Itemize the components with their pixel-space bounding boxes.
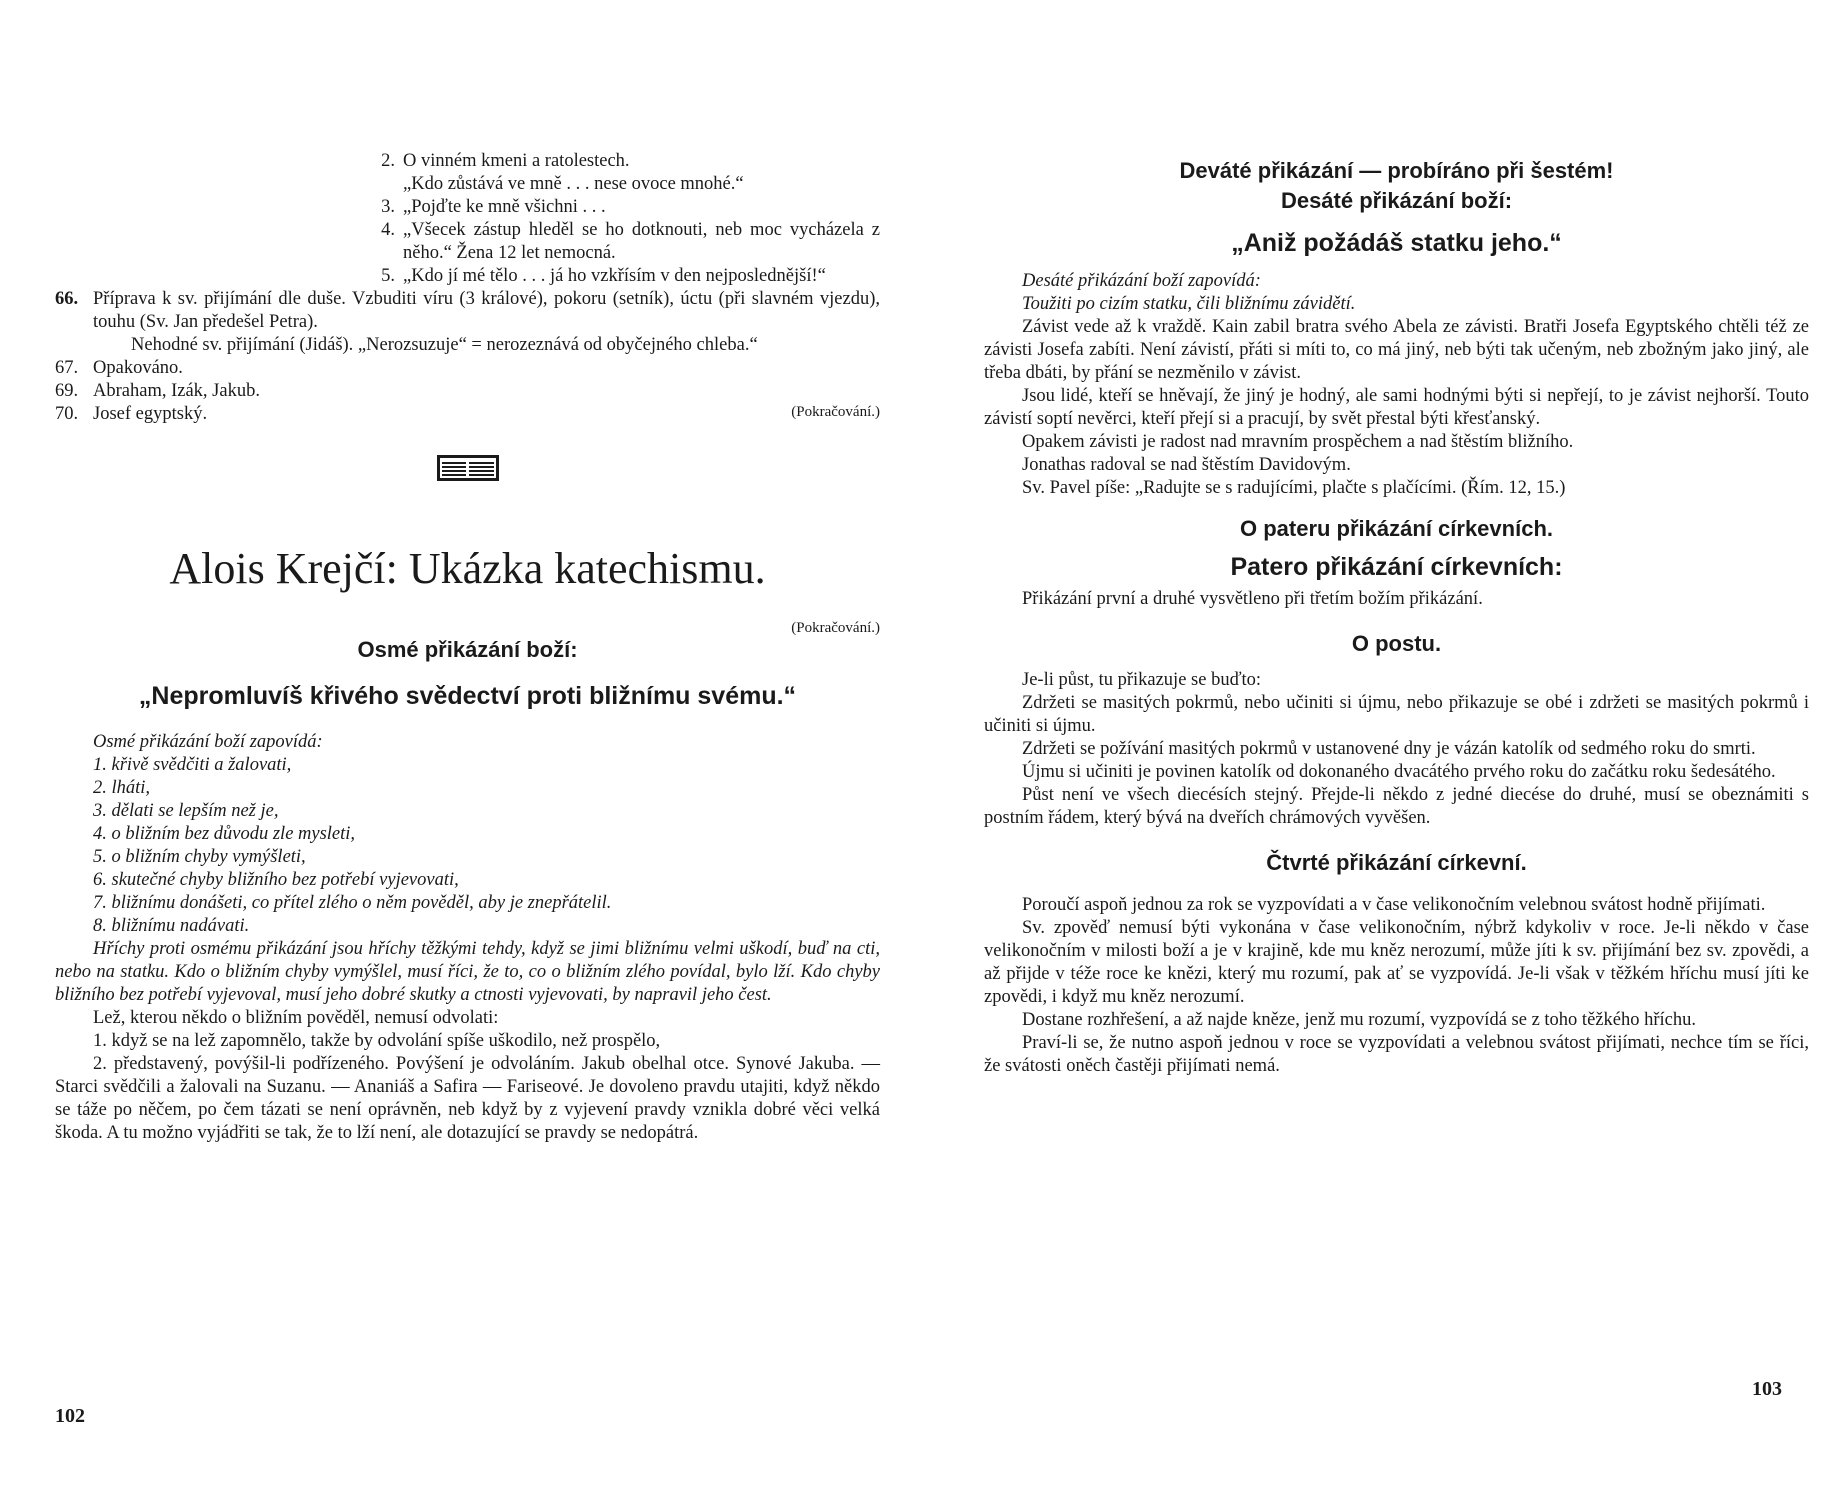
section-quote: „Nepromluvíš křivého svědectví proti bližnímu svému.“ [138,682,797,711]
paragraph: Sv. Pavel píše: „Radujte se s radujícími, plačte s plačícími. (Řím. 12, 15.) [1022,478,1566,498]
paragraph: Zdržeti se masitých pokrmů, nebo učiniti si újmu, nebo přikazuje se obé i zdržeti se masitých pokrmů i učiniti si újmu. [984,693,1809,736]
paragraph: Poroučí aspoň jednou za rok se vyzpovídati a v čase velikonočním velebnou svátost hodně přijímati. [1022,895,1766,915]
list-main [55,288,880,426]
paragraph: Jonathas radoval se nad štěstím Davidovým. [1022,455,1351,475]
paragraph: Je-li půst, tu přikazuje se buďto: [1022,670,1262,690]
list-item: „Kdo zůstává ve mně . . . nese ovoce mnohé.“ [403,174,744,194]
section-heading: O postu. [1351,631,1442,656]
list-item: 5. o bližním chyby vymýšleti, [93,847,306,868]
continued-note: (Pokračování.) [791,620,880,637]
prohibition-list [55,754,880,938]
intro-line: Desáté přikázání boží zapovídá: [1022,271,1261,291]
list-item: 67. Opakováno. [55,358,183,378]
continued-note: (Pokračování.) [791,404,880,420]
paragraph: Lež, kterou někdo o bližním pověděl, nemusí odvolati: [93,1008,499,1029]
list-item: 3. „Pojďte ke mně všichni . . . [381,197,606,217]
list-item: 1. křivě svědčiti a žalovati, [93,755,292,776]
intro-line: Osmé přikázání boží zapovídá: [93,732,323,753]
list-item: 2. lháti, [93,778,151,799]
paragraph: Přikázání první a druhé vysvětleno při třetím božím přikázání. [1022,589,1483,609]
paragraph: Opakem závisti je radost nad mravním prospěchem a nad štěstím bližního. [1022,432,1574,452]
list-item: 4. „Všecek zástup hleděl se ho dotknouti, neb moc vycházela z něho.“ Žena 12 let nemocná. [381,220,880,263]
list-item: 3. dělati se lepším než je, [93,801,279,822]
ninth-commandment-heading: Deváté přikázání — probíráno při šestém! [1179,158,1614,183]
list-item: 69. Abraham, Izák, Jakub. [55,381,260,401]
list-item: 2. O vinném kmeni a ratolestech. [381,151,630,171]
tenth-commandment-heading: Desáté přikázání boží: [1280,188,1513,213]
ornament-divider [437,455,499,481]
list-item: 66. Příprava k sv. přijímání dle duše. Vzbuditi víru (3 králové), pokoru (setník), úctu (při slavném vjezdu), touhu (Sv. Jan předešel Petra). [55,289,880,332]
page-number: 103 [1752,1378,1782,1400]
page-number: 102 [55,1405,85,1427]
paragraph: Sv. zpověď nemusí býti vykonána v čase velikonočním, nýbrž kdykoliv v roce. Je-li někdo v čase velikonočním v milosti boží a je v krajině, kde mu kněz nerozumí, může jíti k sv. přijímání bez sv. zpovědi, a až přijde v téže roce ke knězi, který mu rozumí, pak ať se vyzpovídá. Je-li však v těžkém hříchu musí jíti ke zpovědi, i když mu kněz nerozumí. [984,918,1809,1007]
list-item: 4. o bližním bez důvodu zle mysleti, [93,824,356,845]
paragraph: Újmu si učiniti je povinen katolík od dokonaného dvacátého prvého roku do začátku roku šedesátého. [1022,762,1776,782]
paragraph: 1. když se na lež zapomnělo, takže by odvolání spíše uškodilo, než prospělo, [93,1031,661,1052]
list-item: 5. „Kdo jí mé tělo . . . já ho vzkřísím v den nejposlednější!“ [381,266,826,286]
list-item: 7. bližnímu donášeti, co přítel zlého o něm pověděl, aby je znepřátelil. [93,893,612,914]
paragraph: Půst není ve všech diecésích stejný. Přejde-li někdo z jedné diecése do druhé, musí se obeznámiti s postním řádem, který bývá na dveřích chrámových vyvěšen. [984,785,1809,828]
tenth-commandment-quote: „Aniž požádáš statku jeho.“ [1231,229,1562,257]
list-item: Nehodné sv. přijímání (Jidáš). „Nerozsuzuje“ = nerozeznává od obyčejného chleba.“ [131,335,758,355]
paragraph: Závist vede až k vraždě. Kain zabil bratra svého Abela ze závisti. Bratři Josefa Egyptského chtěli též ze závisti Josefa zabíti. Není závistí, přáti si míti to, co má jiný, neb býti tak učeným, neb zbožným jako jiný, ale třeba dbáti, by přání se nezměnilo v závist. [984,317,1809,383]
paragraph: Jsou lidé, kteří se hněvají, že jiný je hodný, ale sami hodnými býti si nepřejí, to je závist nejhorší. Touto závistí soptí nevěrci, kteří přejí si a pracují, by svět přestal býti křesťanský. [984,386,1809,429]
list-item: Toužiti po cizím statku, čili bližnímu závidětí. [1022,294,1356,314]
paragraph: Praví-li se, že nutno aspoň jednou v roce se vyzpovídati a velebnou svátost přijímati, nechce tím se říci, že svátosti oněch častěji přijímati nemá. [984,1033,1809,1076]
list-item: 6. skutečné chyby bližního bez potřebí vyjevovati, [93,870,459,891]
paragraph: 2. představený, povýšil-li podřízeného. Povýšení je odvoláním. Jakub obelhal otce. Synové Jakuba. — Starci svědčili a žalovali na Suzanu. — Ananiáš a Safira — Fariseové. Je dovoleno pravdu utajiti, když někdo se táže po něčem, po čem tázati se není oprávněn, neb když by z vyjevení pravdy vznikla dobré věci velká škoda. A tu možno vyjádřiti se tak, že to lží není, ale dotazující se pravdy se nedopátrá. [55,1054,880,1144]
list-item: 8. bližnímu nadávati. [93,916,250,937]
section-heading: Patero přikázání církevních: [1230,553,1563,581]
paragraph: Dostane rozhřešení, a až najde kněze, jenž mu rozumí, vyzpovídá se z toho těžkého hříchu. [1022,1010,1696,1030]
article-title: Alois Krejčí: Ukázka katechismu. [169,544,766,593]
right-column [984,156,1809,1078]
section-heading: Osmé přikázání boží: [357,637,578,663]
left-column [55,150,880,1145]
section-heading: O pateru přikázání církevních. [1239,516,1553,541]
paragraph: Zdržeti se požívání masitých pokrmů v ustanovené dny je vázán katolík od sedmého roku do smrti. [1022,739,1756,759]
list-item: 70. Josef egyptský. [55,404,208,424]
right-page [922,0,1844,1500]
list-top [55,150,880,288]
paragraph: Hříchy proti osmému přikázání jsou hříchy těžkými tehdy, když se jimi bližnímu velmi uškodí, buď na cti, nebo na statku. Kdo o bližním chyby vymýšlel, musí říci, že to, co o bližním zlého povídal, bylo lží. Kdo chyby bližního bez potřebí vyjevoval, musí jeho dobré skutky a ctnosti vyjevovati, by napravil jeho čest. [55,939,880,1006]
section-heading: Čtvrté přikázání církevní. [1266,850,1527,875]
